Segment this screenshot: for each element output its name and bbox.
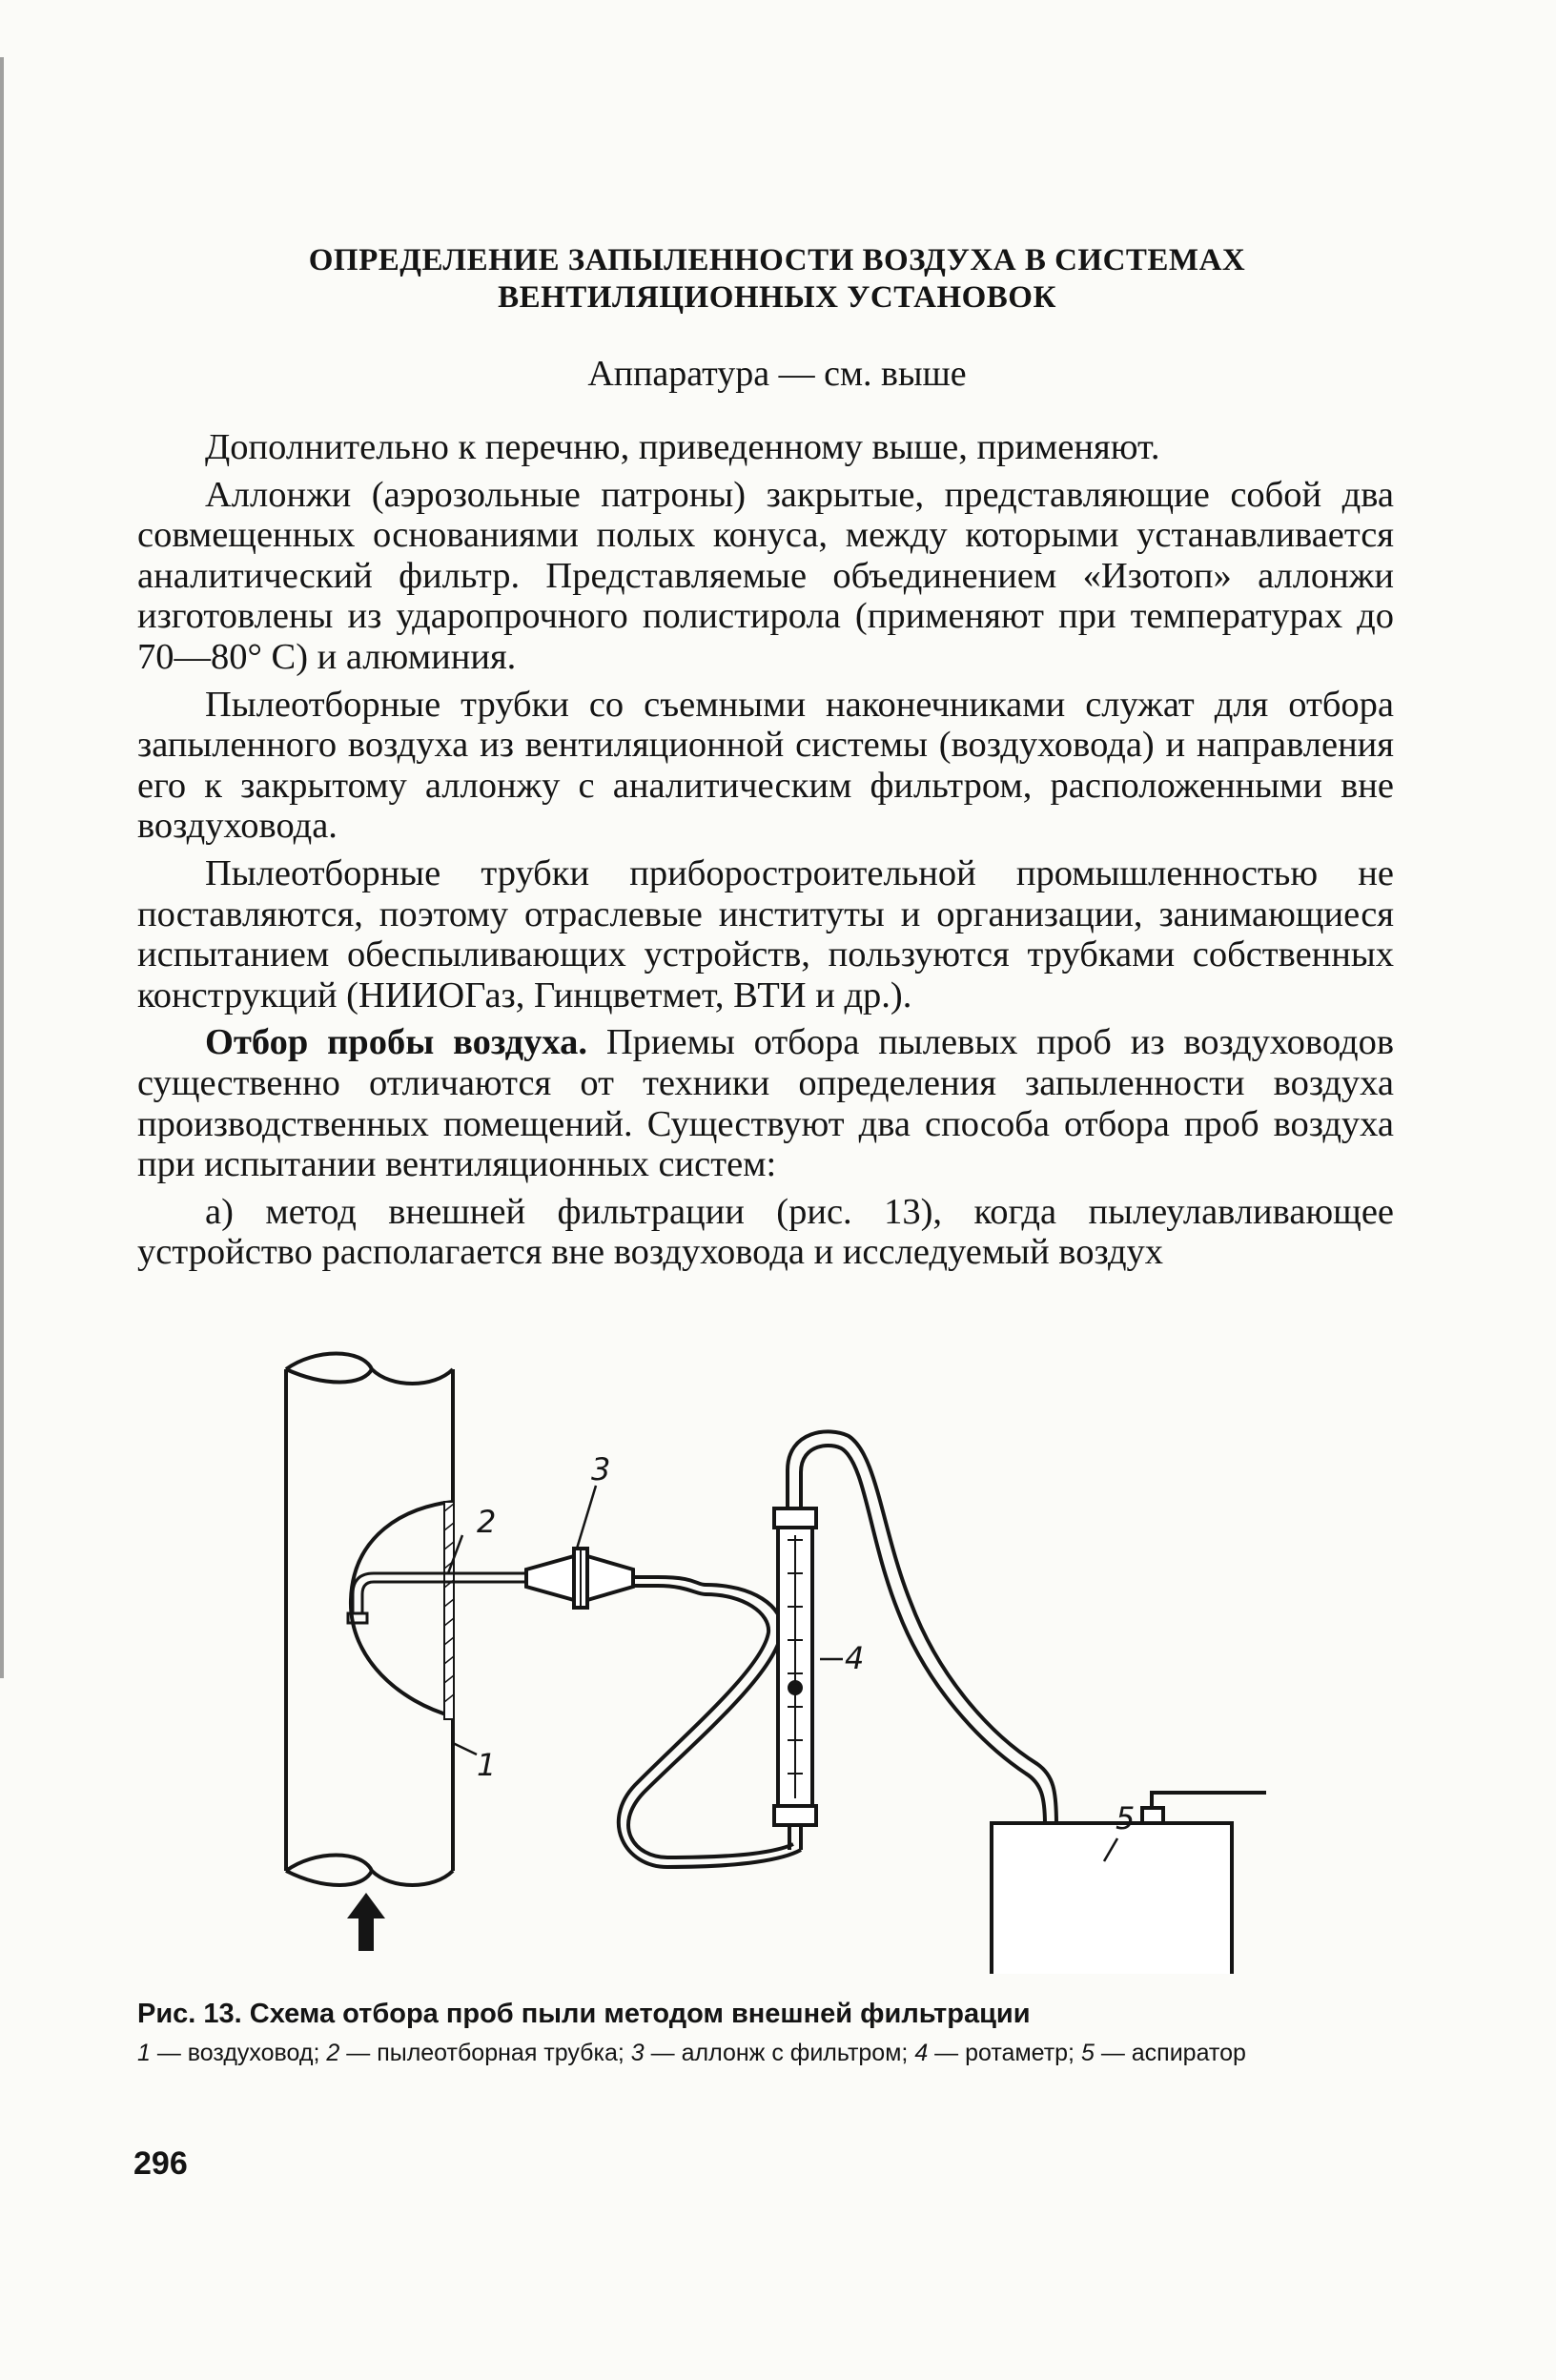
paragraph-6: а) метод внешней фильтрации (рис. 13), когда пылеулавливающее устройство располагается вне воздуховода и исследуемый воздух bbox=[137, 1191, 1394, 1273]
sampling-tube bbox=[348, 1573, 526, 1623]
legend-text-3: — аллонж с фильтром; bbox=[644, 2040, 909, 2066]
subheading: Аппаратура — см. выше bbox=[587, 354, 967, 394]
legend-item-3 bbox=[631, 2040, 909, 2066]
figure-legend bbox=[137, 2039, 1394, 2067]
filter-holder bbox=[526, 1549, 633, 1608]
flow-arrow-icon bbox=[347, 1893, 385, 1951]
page-number: 296 bbox=[133, 2145, 188, 2182]
legend-text-4: — ротаметр; bbox=[928, 2040, 1075, 2066]
label-1: 1 bbox=[477, 1747, 497, 1783]
paragraph-4: Пылеотборные трубки приборостроительной промышленностью не поставляются, поэтому отраслевые институты и организации, занимающиеся испытанием обеспыливающих устройств, пользуются трубками собственных конструкций (НИИОГаз, Гинцветмет, ВТИ и др.). bbox=[137, 852, 1394, 1016]
section-heading bbox=[143, 242, 1411, 317]
label-4: 4 bbox=[845, 1640, 865, 1676]
duct-wall-hatch bbox=[444, 1502, 454, 1719]
heading-line-1: ОПРЕДЕЛЕНИЕ ЗАПЫЛЕННОСТИ ВОЗДУХА В СИСТЕМАХ bbox=[308, 243, 1246, 277]
legend-item-1 bbox=[137, 2040, 319, 2066]
legend-key-3: 3 bbox=[630, 2040, 645, 2066]
heading-line-2: ВЕНТИЛЯЦИОННЫХ УСТАНОВОК bbox=[498, 280, 1056, 315]
paragraph-1: Дополнительно к перечню, приведенному выше, применяют. bbox=[205, 427, 1160, 467]
label-2: 2 bbox=[477, 1504, 497, 1540]
legend-key-2: 2 bbox=[326, 2040, 340, 2066]
label-5: 5 bbox=[1116, 1800, 1136, 1836]
scan-shadow bbox=[0, 57, 4, 1678]
paragraph-2: Аллонжи (аэрозольные патроны) закрытые, представляющие собой два совмещенных основаниями полых конуса, между которыми устанавливается аналитический фильтр. Представляемые объединением «Изотоп» аллонжи изготовлены из ударопрочного полистирола (применяют при температурах до 70—80° С) и алюминия. bbox=[137, 474, 1394, 677]
paragraph-5-text: Приемы отбора пылевых проб из воздуховодов существенно отличаются от техники определения запыленности воздуха производственных помещений. Существуют два способа отбора проб воздуха при испытании вентиляционных систем: bbox=[137, 1022, 1394, 1185]
aspirator-hose bbox=[788, 1431, 1056, 1825]
legend-item-4 bbox=[914, 2040, 1075, 2066]
legend-text-2: — пылеотборная трубка; bbox=[339, 2040, 624, 2066]
legend-text-5: — аспиратор bbox=[1094, 2040, 1246, 2066]
legend-key-1: 1 bbox=[137, 2040, 151, 2066]
figure-13-diagram bbox=[248, 1344, 1297, 1974]
label-3: 3 bbox=[591, 1451, 611, 1488]
legend-item-2 bbox=[326, 2040, 624, 2066]
air-duct bbox=[286, 1354, 453, 1886]
figure-caption: Рис. 13. Схема отбора проб пыли методом внешней фильтрации bbox=[137, 1999, 1031, 2029]
rotameter bbox=[774, 1508, 816, 1850]
body-text bbox=[137, 427, 1394, 1280]
legend-key-5: 5 bbox=[1080, 2040, 1095, 2066]
legend-item-5 bbox=[1081, 2040, 1246, 2066]
run-in-heading: Отбор пробы воздуха. bbox=[205, 1022, 588, 1063]
legend-key-4: 4 bbox=[914, 2040, 929, 2066]
paragraph-3: Пылеотборные трубки со съемными наконечниками служат для отбора запыленного воздуха из вентиляционной системы (воздуховода) и направления его к закрытому аллонжу с аналитическим фильтром, расположенными вне воздуховода. bbox=[137, 684, 1394, 847]
legend-text-1: — воздуховод; bbox=[150, 2040, 320, 2066]
paragraph-5 bbox=[137, 1022, 1394, 1184]
